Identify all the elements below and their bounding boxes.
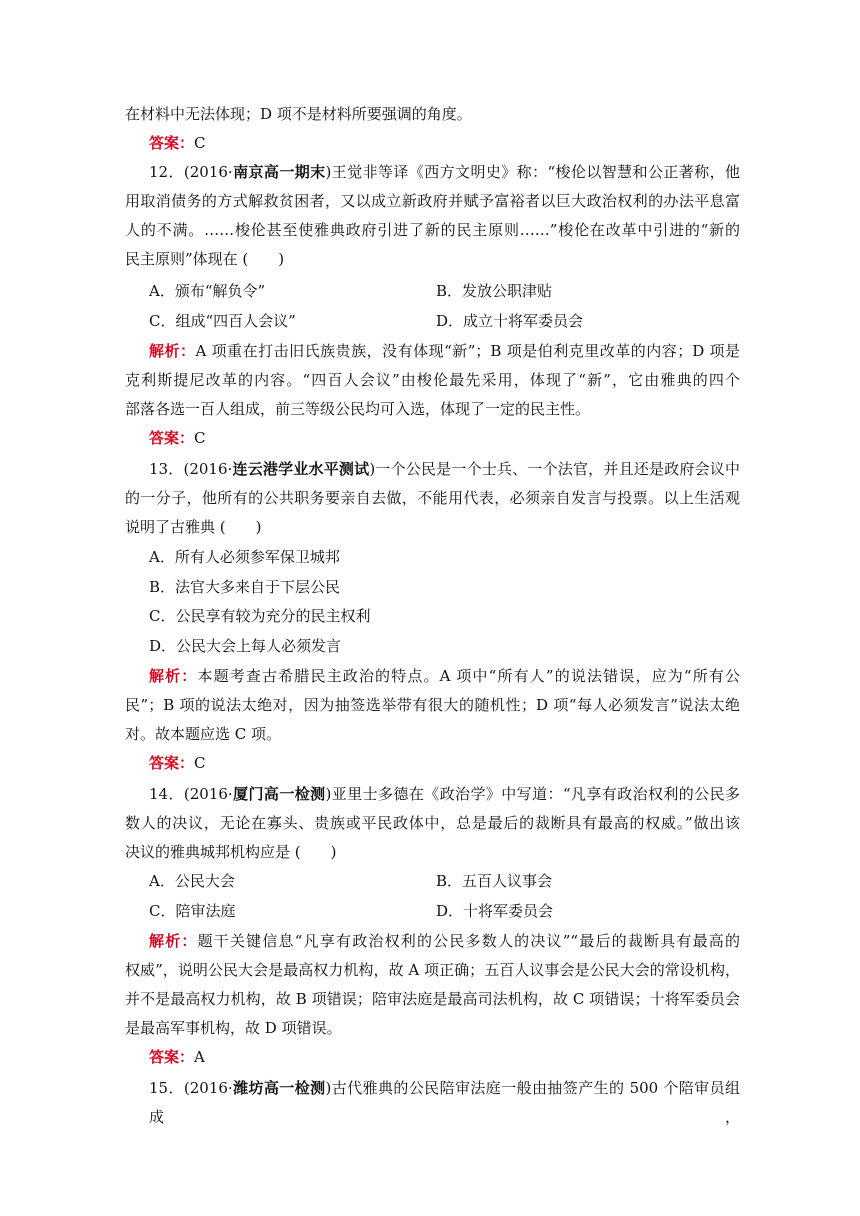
q12-stem-4: 民主原则”体现在 ( ) [125, 250, 285, 268]
answer-value: C [194, 754, 206, 772]
answer-label: 答案： [149, 429, 195, 447]
q15-number: 15．(2016· [149, 1079, 233, 1097]
q14-option-b: B．五百人议事会 [436, 872, 553, 890]
answer-label: 答案： [149, 134, 195, 152]
q15-stem-line-1 [149, 1074, 740, 1126]
q14-stem-line-3 [125, 838, 740, 867]
q13-stem-line-3 [125, 513, 740, 542]
q13-stem-1: )一个公民是一个士兵、一个法官，并且还是政府会议中 [369, 460, 740, 478]
q14-source: 厦门高一检测 [232, 785, 326, 803]
q13-stem-line-2 [125, 484, 740, 513]
q14-explain-2: 权威”，说明公民大会是最高权力机构，故 A 项正确；五百人议事会是公民大会的常设机构， [125, 961, 740, 979]
q12-stem-line-3 [125, 216, 740, 245]
q14-option-d: D．十将军委员会 [436, 902, 554, 920]
answer-label: 答案： [149, 754, 195, 772]
q14-options-row-2 [149, 897, 740, 926]
q15-stem-1: )古代雅典的公民陪审法庭一般由抽签产生的 500 个陪审员组成， [149, 1079, 740, 1126]
q13-source: 连云港学业水平测试 [232, 460, 370, 478]
q13-option-b-text: B．法官大多来自于下层公民 [149, 578, 341, 596]
q14-explain-line-1 [149, 927, 740, 956]
answer-value: C [194, 429, 206, 447]
answer-value: C [194, 134, 206, 152]
q14-option-a: A．公民大会 [149, 872, 235, 890]
q13-option-a-text: A．所有人必须参军保卫城邦 [149, 548, 340, 566]
q14-explain-line-3 [125, 985, 740, 1014]
q14-stem-2: 数人的决议，无论在寡头、贵族或平民政体中，总是最后的裁断具有最高的权威。”做出该 [125, 814, 740, 832]
q12-explain-line-2 [125, 366, 740, 395]
q14-explain-1: 题干关键信息“凡享有政治权利的公民多数人的决议”“最后的裁断具有最高的 [197, 932, 740, 950]
q13-explain-line-1 [149, 662, 740, 691]
q13-explain-3: 对。故本题应选 C 项。 [125, 725, 282, 743]
q14-explain-line-2 [125, 956, 740, 985]
intro-tail [125, 100, 740, 129]
q13-stem-3: 说明了古雅典 ( ) [125, 518, 262, 536]
q12-explain-line-3 [125, 395, 740, 424]
q13-option-a [149, 543, 740, 572]
q12-option-b: B．发放公职津贴 [436, 282, 553, 300]
q14-number: 14．(2016· [149, 785, 233, 803]
q12-options-row-2 [149, 307, 740, 336]
q12-option-d: D．成立十将军委员会 [436, 312, 584, 330]
q13-explain-2: 民”；B 项的说法太绝对，因为抽签选举带有很大的随机性；D 项“每人必须发言”说法太绝 [125, 696, 740, 714]
q12-explain-1: A 项重在打击旧氏族贵族，没有体现“新”；B 项是伯利克里改革的内容；D 项是 [195, 342, 740, 360]
q13-number: 13．(2016· [149, 460, 233, 478]
q12-stem-3: 人的不满。……梭伦甚至使雅典政府引进了新的民主原则……”梭伦在改革中引进的“新的 [125, 221, 740, 239]
q12-options-row-1 [149, 277, 740, 306]
q12-explain-3: 部落各选一百人组成，前三等级公民均可入选，体现了一定的民主性。 [125, 400, 591, 418]
q13-explain-1: 本题考查古希腊民主政治的特点。A 项中“所有人”的说法错误，应为“所有公 [197, 667, 740, 685]
q12-stem-line-2 [125, 187, 740, 216]
q13-explain-line-2 [125, 691, 740, 720]
q12-stem-2: 用取消债务的方式解救贫困者，又以成立新政府并赋予富裕者以巨大政治权利的办法平息富 [125, 192, 740, 210]
q15-source: 潍坊高一检测 [232, 1079, 326, 1097]
q13-answer [149, 749, 740, 778]
q14-answer [149, 1043, 740, 1072]
q13-option-d-text: D．公民大会上每人必须发言 [149, 637, 342, 655]
q14-explain-3: 并不是最高权力机构，故 B 项错误；陪审法庭是最高司法机构，故 C 项错误；十将军委员会 [125, 990, 740, 1008]
explain-label: 解析： [149, 932, 198, 950]
q14-options-row-1 [149, 867, 740, 896]
q12-number: 12．(2016· [149, 163, 233, 181]
q14-explain-4: 是最高军事机构，故 D 项错误。 [125, 1019, 342, 1037]
intro-text: 在材料中无法体现；D 项不是材料所要强调的角度。 [125, 105, 472, 123]
q13-stem-2: 的一分子，他所有的公共职务要亲自去做，不能用代表，必须亲自发言与投票。以上生活观 [125, 489, 740, 507]
q13-option-d [149, 632, 740, 661]
q12-option-c: C．组成“四百人会议” [149, 312, 296, 330]
answer-label: 答案： [149, 1048, 195, 1066]
q14-stem-3: 决议的雅典城邦机构应是 ( ) [125, 843, 337, 861]
answer-value: A [194, 1048, 205, 1066]
q13-explain-line-3 [125, 720, 740, 749]
explain-label: 解析： [149, 342, 196, 360]
q13-stem-line-1 [149, 455, 740, 484]
q12-explain-2: 克利斯提尼改革的内容。“四百人会议”由梭伦最先采用，体现了“新”，它由雅典的四个 [125, 371, 740, 389]
q12-option-a: A．颁布“解负令” [149, 282, 266, 300]
q12-stem-line-1 [149, 158, 740, 187]
q12-stem-1: )王觉非等译《西方文明史》称：“梭伦以智慧和公正著称，他 [325, 163, 740, 181]
q14-stem-line-2 [125, 809, 740, 838]
q14-option-c: C．陪审法庭 [149, 902, 236, 920]
q14-explain-line-4 [125, 1014, 740, 1043]
q12-stem-line-4 [125, 245, 740, 274]
q11-answer [149, 129, 740, 158]
explain-label: 解析： [149, 667, 198, 685]
q14-stem-1: )亚里士多德在《政治学》中写道：“凡享有政治权利的公民多 [325, 785, 740, 803]
q14-stem-line-1 [149, 780, 740, 809]
q12-answer [149, 424, 740, 453]
q12-source: 南京高一期末 [232, 163, 326, 181]
q12-explain-line-1 [149, 337, 740, 366]
q13-option-c-text: C．公民享有较为充分的民主权利 [149, 607, 371, 625]
q13-option-c [149, 602, 740, 631]
q13-option-b [149, 573, 740, 602]
